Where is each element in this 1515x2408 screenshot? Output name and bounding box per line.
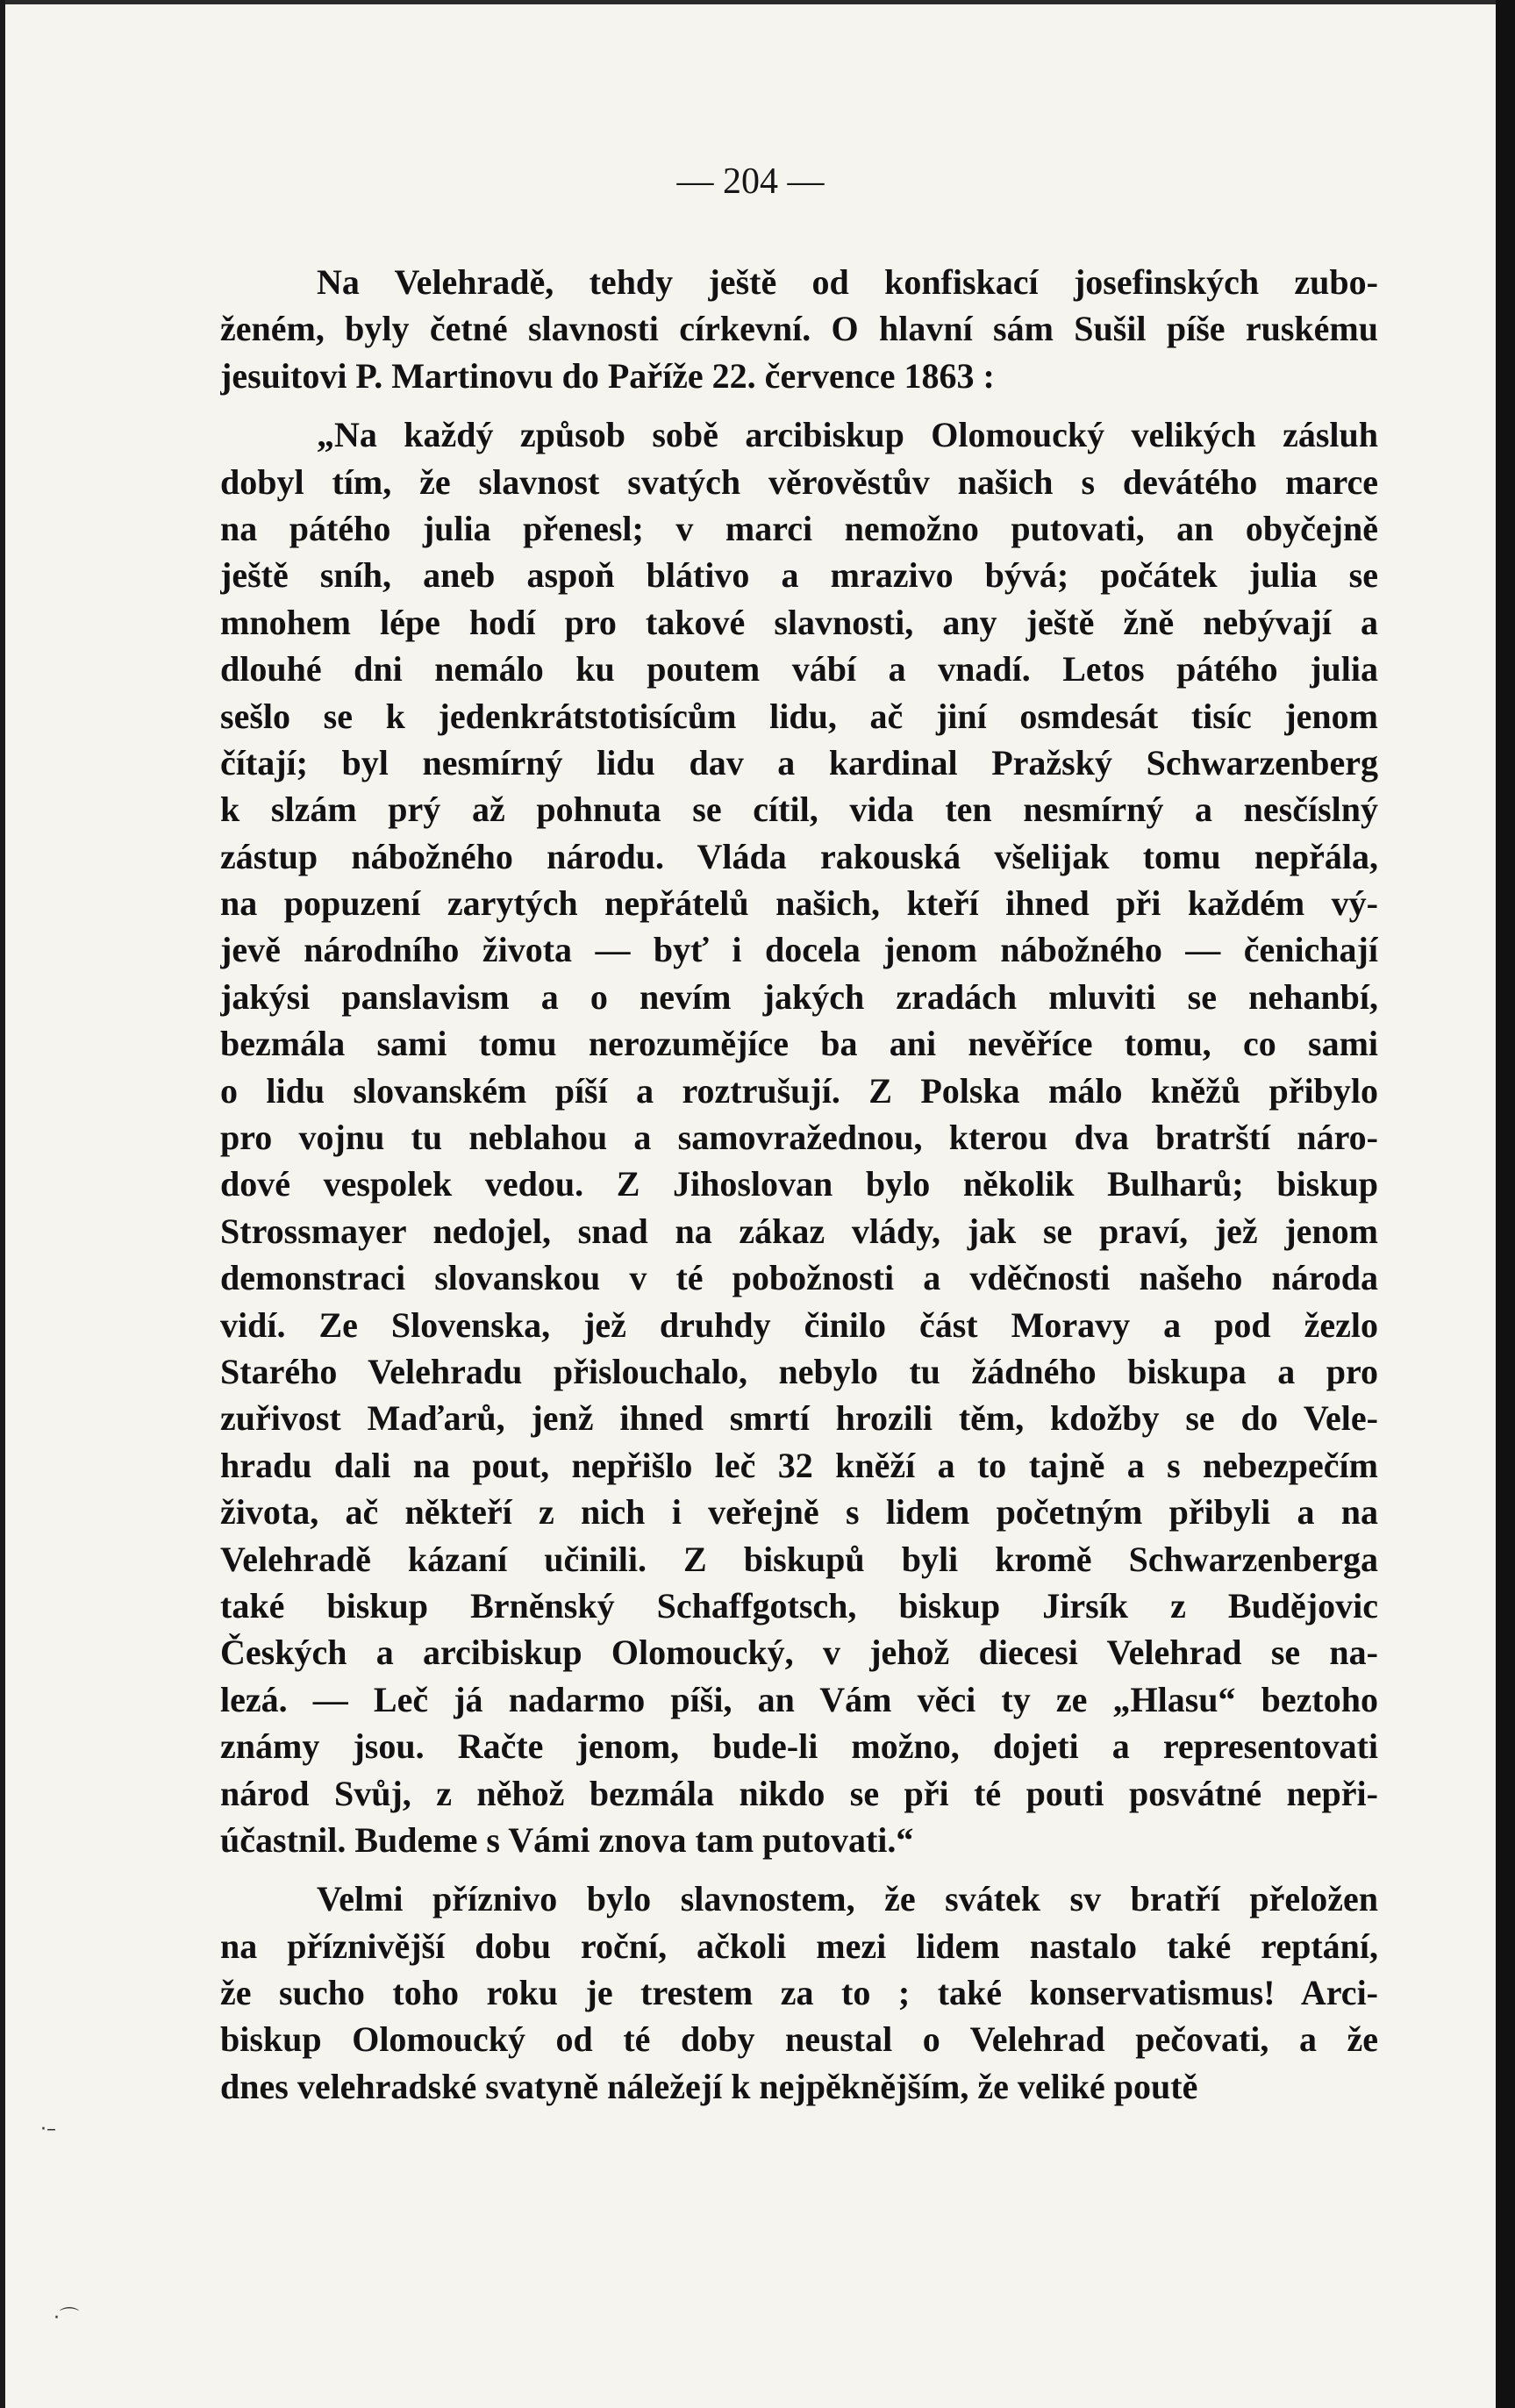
- text-line: Starého Velehradu přislouchalo, nebylo tu žádného biskupa a pro: [220, 1351, 1378, 1391]
- scan-speck: ·⌒: [54, 2307, 79, 2329]
- text-line: dobyl tím, že slavnost svatých věrověstův našich s devátého marce: [220, 461, 1378, 502]
- text-line: vidí. Ze Slovenska, jež druhdy činilo část Moravy a pod žezlo: [220, 1304, 1378, 1345]
- text-line: národ Svůj, z něhož bezmála nikdo se při té pouti posvátné nepři-: [220, 1773, 1378, 1813]
- text-line: demonstraci slovanskou v té pobožnosti a vděčnosti našeho národa: [220, 1258, 1378, 1298]
- text-line: o lidu slovanském píší a roztrušují. Z Polska málo kněžů přibylo: [220, 1070, 1378, 1111]
- text-line: Velehradě kázaní učinili. Z biskupů byli kromě Schwarzenberga: [220, 1539, 1378, 1579]
- text-line: hradu dali na pout, nepřišlo leč 32 kněží a to tajně a s nebezpečím: [220, 1445, 1378, 1485]
- paragraph: [220, 1876, 1378, 2110]
- paragraph-gap: [220, 1863, 1378, 1876]
- text-line: zuřivost Maďarů, jenž ihned smrtí hrozili těm, kdožby se do Vele-: [220, 1398, 1378, 1439]
- text-line: jevě národního života — byť i docela jenom nábožného — čenichají: [220, 930, 1378, 970]
- paragraph: [220, 259, 1378, 399]
- text-line: lezá. — Leč já nadarmo píši, an Vám věci ty ze „Hlasu“ beztoho: [220, 1679, 1378, 1719]
- paragraph-gap: [220, 399, 1378, 411]
- text-line: také biskup Brněnský Schaffgotsch, biskup Jirsík z Budějovic: [220, 1585, 1378, 1626]
- text-line: mnohem lépe hodí pro takové slavnosti, any ještě žně nebývají a: [220, 602, 1378, 642]
- text-line: dové vespolek vedou. Z Jihoslovan bylo několik Bulharů; biskup: [220, 1164, 1378, 1204]
- text-line: „Na každý způsob sobě arcibiskup Olomoucký velikých zásluh: [317, 415, 1378, 455]
- text-line: jesuitovi P. Martinovu do Paříže 22. července 1863 :: [220, 355, 995, 396]
- text-line: ještě sníh, aneb aspoň blátivo a mrazivo bývá; počátek julia se: [220, 555, 1378, 596]
- text-line: na popuzení zarytých nepřátelů našich, kteří ihned při každém vý-: [220, 883, 1378, 924]
- text-line: jakýsi panslavism a o nevím jakých zradách mluviti se nehanbí,: [220, 976, 1378, 1017]
- text-line: bezmála sami tomu nerozumějíce ba ani nevěříce tomu, co sami: [220, 1024, 1378, 1064]
- text-line: známy jsou. Račte jenom, bude-li možno, dojeti a representovati: [220, 1726, 1378, 1767]
- text-line: že sucho toho roku je trestem za to ; také konservatismus! Arci-: [220, 1973, 1378, 2013]
- text-line: sešlo se k jedenkrátstotisícům lidu, ač jiní osmdesát tisíc jenom: [220, 696, 1378, 736]
- text-line: dlouhé dni nemálo ku poutem vábí a vnadí. Letos pátého julia: [220, 649, 1378, 690]
- text-line: na příznivější dobu roční, ačkoli mezi lidem nastalo také reptání,: [220, 1926, 1378, 1966]
- text-line: Na Velehradě, tehdy ještě od konfiskací josefinských zubo-: [317, 262, 1378, 302]
- scan-speck: ·–: [40, 2119, 56, 2140]
- text-line: účastnil. Budeme s Vámi znova tam putovati.“: [220, 1819, 914, 1860]
- text-line: Strossmayer nedojel, snad na zákaz vlády, jak se praví, jež jenom: [220, 1211, 1378, 1251]
- text-line: na pátého julia přenesl; v marci nemožno putovati, an obyčejně: [220, 508, 1378, 548]
- text-line: zástup nábožného národu. Vláda rakouská všelijak tomu nepřála,: [220, 836, 1378, 876]
- body-text: [220, 259, 1378, 2110]
- text-line: Velmi příznivo bylo slavnostem, že svátek sv bratří přeložen: [317, 1879, 1378, 1919]
- scan-edge-right: [1496, 0, 1515, 2408]
- text-line: k slzám prý až pohnuta se cítil, vida ten nesmírný a nesčíslný: [220, 790, 1378, 830]
- text-line: Českých a arcibiskup Olomoucký, v jehož diecesi Velehrad se na-: [220, 1633, 1378, 1673]
- text-line: pro vojnu tu neblahou a samovražednou, kterou dva bratrští náro-: [220, 1118, 1378, 1158]
- page-number: — 204 —: [676, 161, 825, 202]
- text-line: života, ač někteří z nich i veřejně s lidem početným přibyli a na: [220, 1492, 1378, 1533]
- text-line: ženém, byly četné slavnosti církevní. O hlavní sám Sušil píše ruskému: [220, 309, 1378, 349]
- paragraph: [220, 411, 1378, 1863]
- text-line: biskup Olomoucký od té doby neustal o Velehrad pečovati, a že: [220, 2019, 1378, 2060]
- text-line: čítají; byl nesmírný lidu dav a kardinal Pražský Schwarzenberg: [220, 742, 1378, 782]
- text-line: dnes velehradské svatyně náležejí k nejpěknějším, že veliké poutě: [220, 2066, 1198, 2106]
- book-page: [5, 4, 1496, 2408]
